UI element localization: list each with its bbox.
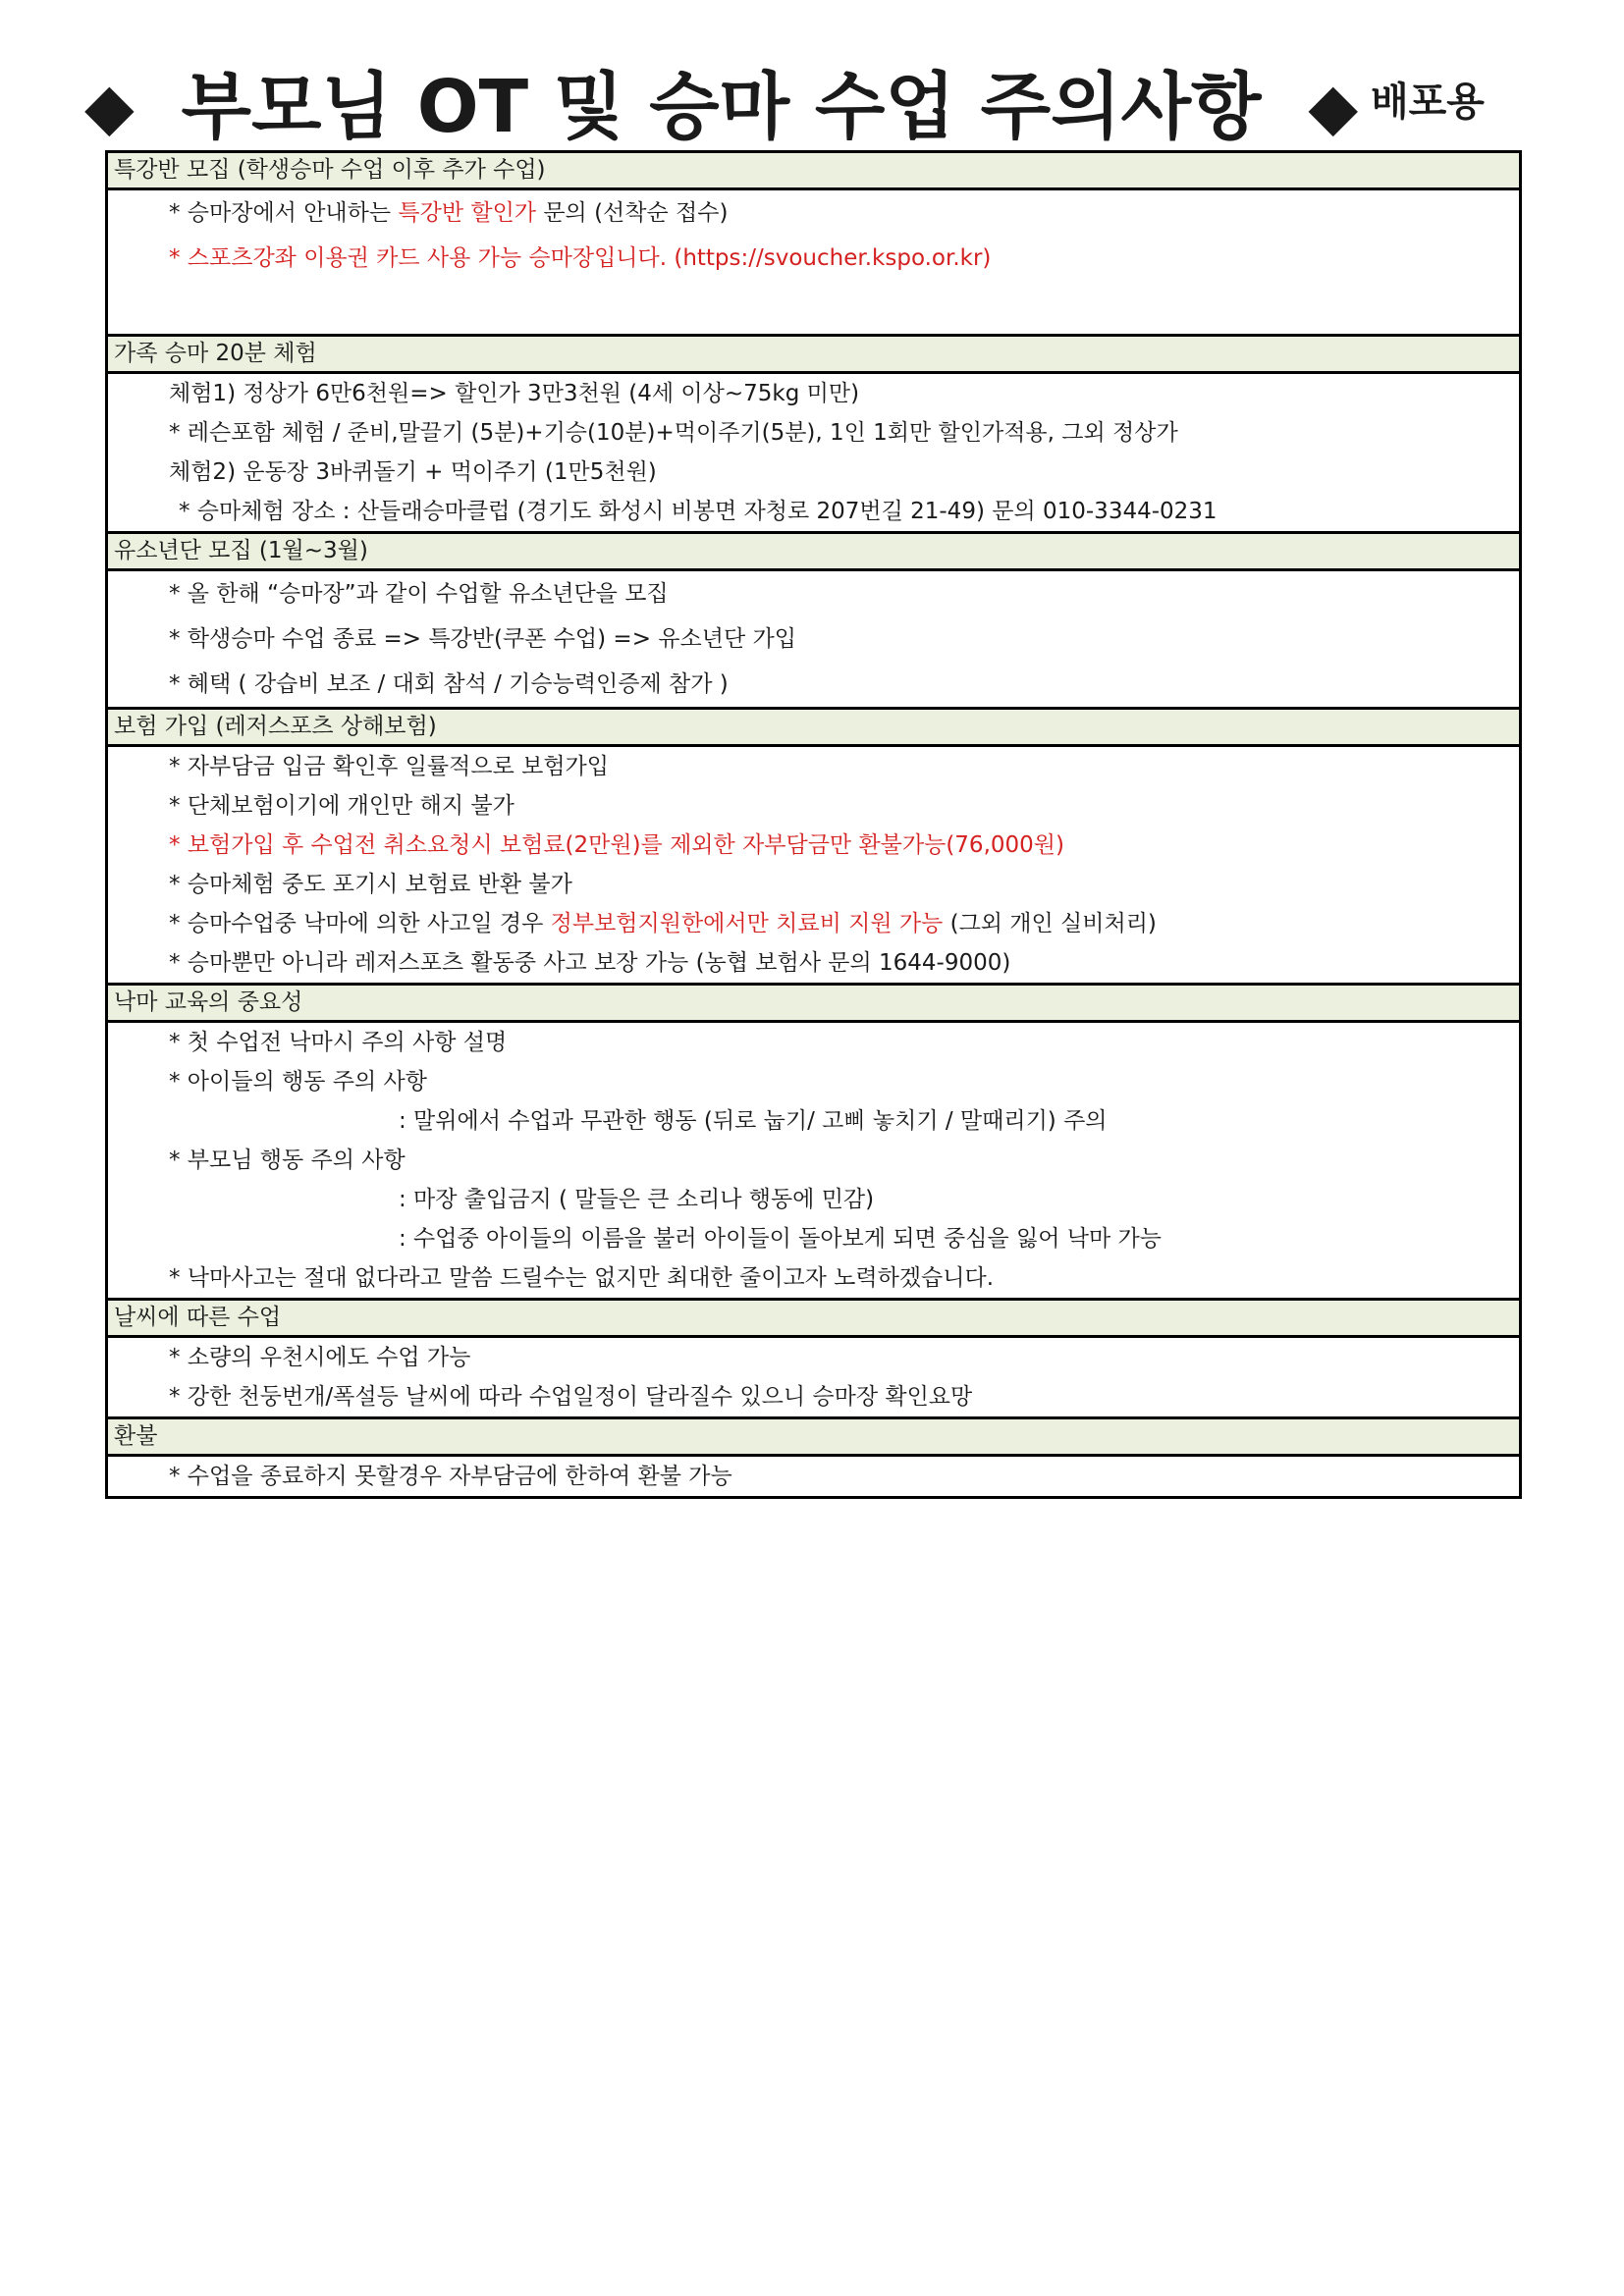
distribution-badge: 배포용 <box>1371 80 1485 125</box>
list-item: * 자부담금 입금 확인후 일률적으로 보험가입 <box>169 754 609 779</box>
list-item: * 올 한해 “승마장”과 같이 수업할 유소년단을 모집 <box>169 581 669 607</box>
section-insurance <box>105 710 1522 986</box>
list-item: * 첫 수업전 낙마시 주의 사항 설명 <box>169 1030 508 1055</box>
section-refund <box>105 1419 1522 1499</box>
list-item: * 수업을 종료하지 못할경우 자부담금에 한하여 환불 가능 <box>169 1464 732 1489</box>
title-text: 부모님 OT 및 승마 수업 주의사항 <box>181 65 1262 150</box>
list-item: * 혜택 ( 강습비 보조 / 대회 참석 / 기승능력인증제 참가 ) <box>169 671 729 697</box>
list-item <box>108 190 1519 236</box>
list-item: * 강한 천둥번개/폭설등 날씨에 따라 수업일정이 달라질수 있으니 승마장 확인요망 <box>169 1384 973 1410</box>
page-title <box>84 59 1359 150</box>
list-item: * 단체보험이기에 개인만 해지 불가 <box>169 793 514 819</box>
diamond-icon: ◆ <box>1308 69 1359 145</box>
section-heading: 환불 <box>108 1419 1519 1457</box>
list-item: * 소량의 우천시에도 수업 가능 <box>169 1345 471 1370</box>
item-text: * 승마장에서 안내하는 <box>169 200 399 226</box>
list-item: 체험1) 정상가 6만6천원=> 할인가 3만3천원 (4세 이상~75kg 미만) <box>169 381 860 406</box>
notice-table <box>105 150 1522 1499</box>
section-heading: 유소년단 모집 (1월~3월) <box>108 534 1519 571</box>
item-text: * 승마수업중 낙마에 의한 사고일 경우 <box>169 911 551 936</box>
list-item: * 보험가입 후 수업전 취소요청시 보험료(2만원)를 제외한 자부담금만 환불가능(76,000원) <box>169 832 1064 858</box>
section-youth-team <box>105 534 1522 710</box>
highlight-text: 특강반 할인가 <box>398 200 537 226</box>
item-text: (그외 개인 실비처리) <box>943 911 1157 936</box>
section-weather <box>105 1301 1522 1419</box>
list-item: : 마장 출입금지 ( 말들은 큰 소리나 행동에 민감) <box>399 1187 875 1212</box>
list-item: : 수업중 아이들의 이름을 불러 아이들이 돌아보게 되면 중심을 잃어 낙마 가능 <box>399 1226 1162 1252</box>
list-item: * 스포츠강좌 이용권 카드 사용 가능 승마장입니다. (https://svoucher.kspo.or.kr) <box>169 245 992 271</box>
section-special-class <box>105 150 1522 337</box>
section-fall-education <box>105 986 1522 1301</box>
section-heading: 날씨에 따른 수업 <box>108 1301 1519 1338</box>
diamond-icon: ◆ <box>84 69 135 145</box>
list-item: * 낙마사고는 절대 없다라고 말씀 드릴수는 없지만 최대한 줄이고자 노력하겠습니다. <box>169 1265 995 1291</box>
list-item: * 승마체험 중도 포기시 보험료 반환 불가 <box>169 872 572 897</box>
section-family-riding <box>105 337 1522 534</box>
list-item: 체험2) 운동장 3바퀴돌기 + 먹이주기 (1만5천원) <box>169 459 657 485</box>
item-text: 문의 (선착순 접수) <box>536 200 729 226</box>
list-item: * 학생승마 수업 종료 => 특강반(쿠폰 수업) => 유소년단 가입 <box>169 626 796 652</box>
list-item <box>108 904 1519 943</box>
list-item: * 승마뿐만 아니라 레저스포츠 활동중 사고 보장 가능 (농협 보험사 문의 1644-9000) <box>169 950 1011 976</box>
section-heading: 가족 승마 20분 체험 <box>108 337 1519 374</box>
section-heading: 보험 가입 (레저스포츠 상해보험) <box>108 710 1519 747</box>
list-item: * 레슨포함 체험 / 준비,말끌기 (5분)+기승(10분)+먹이주기(5분), 1인 1회만 할인가적용, 그외 정상가 <box>169 420 1178 446</box>
list-item: * 승마체험 장소 : 산들래승마클럽 (경기도 화성시 비봉면 자청로 207번길 21-49) 문의 010-3344-0231 <box>179 499 1218 524</box>
list-item: * 부모님 행동 주의 사항 <box>169 1148 406 1173</box>
list-item: * 아이들의 행동 주의 사항 <box>169 1069 427 1095</box>
section-heading: 낙마 교육의 중요성 <box>108 986 1519 1023</box>
list-item: : 말위에서 수업과 무관한 행동 (뒤로 눕기/ 고삐 놓치기 / 말때리기) 주의 <box>399 1108 1108 1134</box>
section-heading: 특강반 모집 (학생승마 수업 이후 추가 수업) <box>108 153 1519 190</box>
highlight-text: 정부보험지원한에서만 치료비 지원 가능 <box>550 911 944 936</box>
